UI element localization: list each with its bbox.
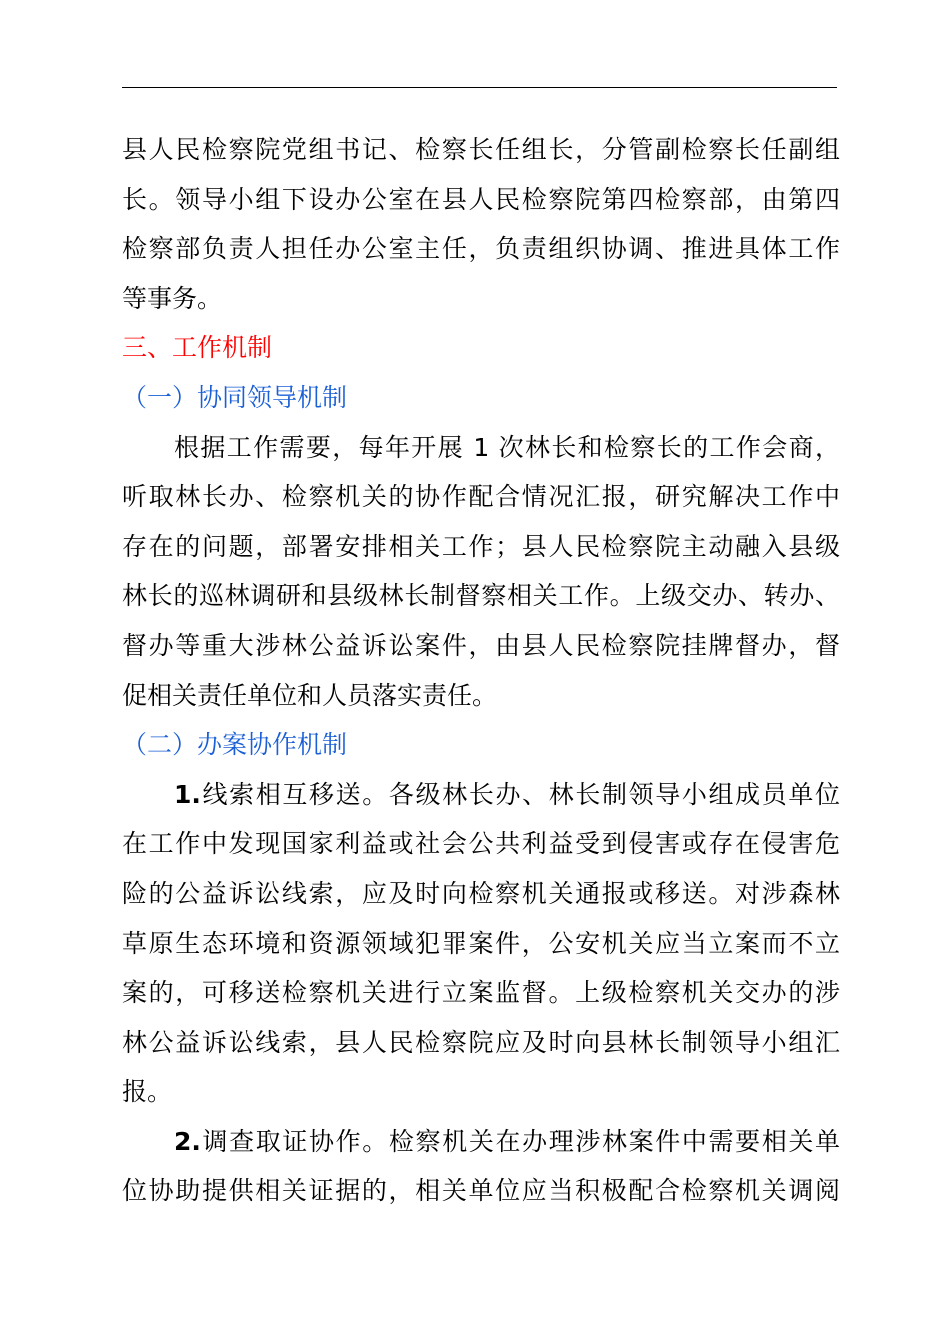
paragraph-line: 草原生态环境和资源领域犯罪案件，公安机关应当立案而不立 [122,928,840,958]
paragraph-line: 位协助提供相关证据的，相关单位应当积极配合检察机关调阅 [122,1176,840,1206]
item-number: 2. [174,1126,201,1156]
paragraph-line: 在工作中发现国家利益或社会公共利益受到侵害或存在侵害危 [122,829,840,859]
paragraph-line: 县人民检察院党组书记、检察长任组长，分管副检察长任副组 [122,135,840,164]
paragraph-line [122,1117,840,1167]
item-text: 线索相互移送。各级林长办、林长制领导小组成员单位 [200,779,840,809]
paragraph-line: 报。 [122,1077,173,1107]
document-body [122,125,840,1216]
paragraph-line: 长。领导小组下设办公室在县人民检察院第四检察部，由第四 [122,184,840,214]
paragraph-line: 林公益诉讼线索，县人民检察院应及时向县林长制领导小组汇 [122,1027,840,1057]
paragraph-line [122,770,840,820]
header-rule [122,87,837,88]
paragraph-line: 听取林长办、检察机关的协作配合情况汇报，研究解决工作中 [122,482,840,512]
paragraph-line: 等事务。 [122,283,223,313]
item-text: 调查取证协作。检察机关在办理涉林案件中需要相关单 [200,1126,840,1156]
item-number: 1. [174,779,201,809]
paragraph-line: 险的公益诉讼线索，应及时向检察机关通报或移送。对涉森林 [122,878,840,908]
section-heading: 三、工作机制 [122,333,273,363]
paragraph-line: 根据工作需要，每年开展 1 次林长和检察长的工作会商， [174,432,840,462]
paragraph-line: 检察部负责人担任办公室主任，负责组织协调、推进具体工作 [122,234,840,264]
paragraph-line: 林长的巡林调研和县级林长制督察相关工作。上级交办、转办、 [122,581,840,611]
paragraph-line: 存在的问题，部署安排相关工作；县人民检察院主动融入县级 [122,531,840,561]
paragraph-line: 案的，可移送检察机关进行立案监督。上级检察机关交办的涉 [122,978,840,1008]
paragraph-line: 促相关责任单位和人员落实责任。 [122,680,498,710]
paragraph-line: 督办等重大涉林公益诉讼案件，由县人民检察院挂牌督办，督 [122,630,840,660]
subsection-heading: （一）协同领导机制 [122,382,348,412]
subsection-heading: （二）办案协作机制 [122,730,348,760]
